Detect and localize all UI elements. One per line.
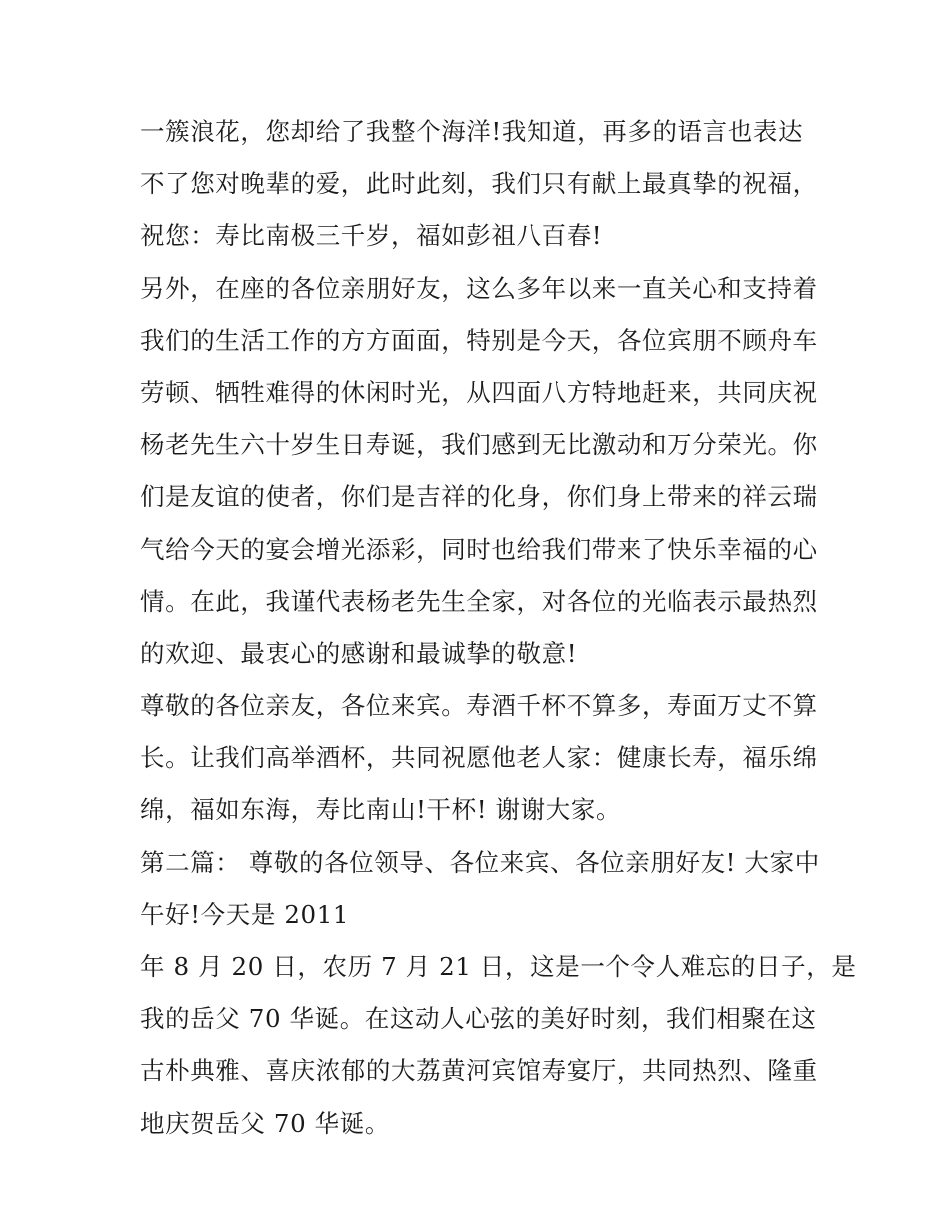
text-line-10: 情。在此，我谨代表杨老先生全家，对各位的光临表示最热烈 [140, 586, 818, 616]
text-line-1: 一簇浪花，您却给了我整个海洋!我知道，再多的语言也表达 [140, 117, 804, 146]
text-line-6: 劳顿、牺牲难得的休闲时光，从四面八方特地赶来，共同庆祝 [140, 377, 818, 407]
text-line-20: 地庆贺岳父 70 华诞。 [140, 1108, 390, 1138]
text-line-16: 午好!今天是 2011 [140, 899, 350, 929]
text-line-5: 我们的生活工作的方方面面，特别是今天，各位宾朋不顾舟车 [140, 325, 818, 355]
text-line-9: 气给今天的宴会增光添彩，同时也给我们带来了快乐幸福的心 [140, 534, 818, 564]
text-line-19: 古朴典雅、喜庆浓郁的大荔黄河宾馆寿宴厅，共同热烈、隆重 [140, 1056, 818, 1086]
text-line-2: 不了您对晚辈的爱，此时此刻，我们只有献上最真挚的祝福， [140, 169, 818, 199]
text-line-13: 长。让我们高举酒杯，共同祝愿他老人家：健康长寿，福乐绵 [140, 743, 818, 773]
text-line-18: 我的岳父 70 华诞。在这动人心弦的美好时刻，我们相聚在这 [140, 1004, 817, 1034]
text-line-11: 的欢迎、最衷心的感谢和最诚挚的敬意! [140, 638, 578, 668]
text-line-12: 尊敬的各位亲友，各位来宾。寿酒千杯不算多，寿面万丈不算 [140, 691, 818, 721]
text-line-17: 年 8 月 20 日，农历 7 月 21 日，这是一个令人难忘的日子，是 [140, 952, 857, 981]
text-line-4: 另外，在座的各位亲朋好友，这么多年以来一直关心和支持着 [140, 273, 818, 303]
text-line-8: 们是友谊的使者，你们是吉祥的化身，你们身上带来的祥云瑞 [140, 482, 818, 512]
text-line-3: 祝您：寿比南极三千岁，福如彭祖八百春! [140, 221, 603, 251]
text-line-7: 杨老先生六十岁生日寿诞，我们感到无比激动和万分荣光。你 [140, 430, 818, 460]
document-body [140, 106, 857, 1150]
text-line-15: 第二篇： 尊敬的各位领导、各位来宾、各位亲朋好友! 大家中 [140, 847, 820, 877]
text-line-14: 绵，福如东海，寿比南山!干杯! 谢谢大家。 [140, 795, 622, 825]
